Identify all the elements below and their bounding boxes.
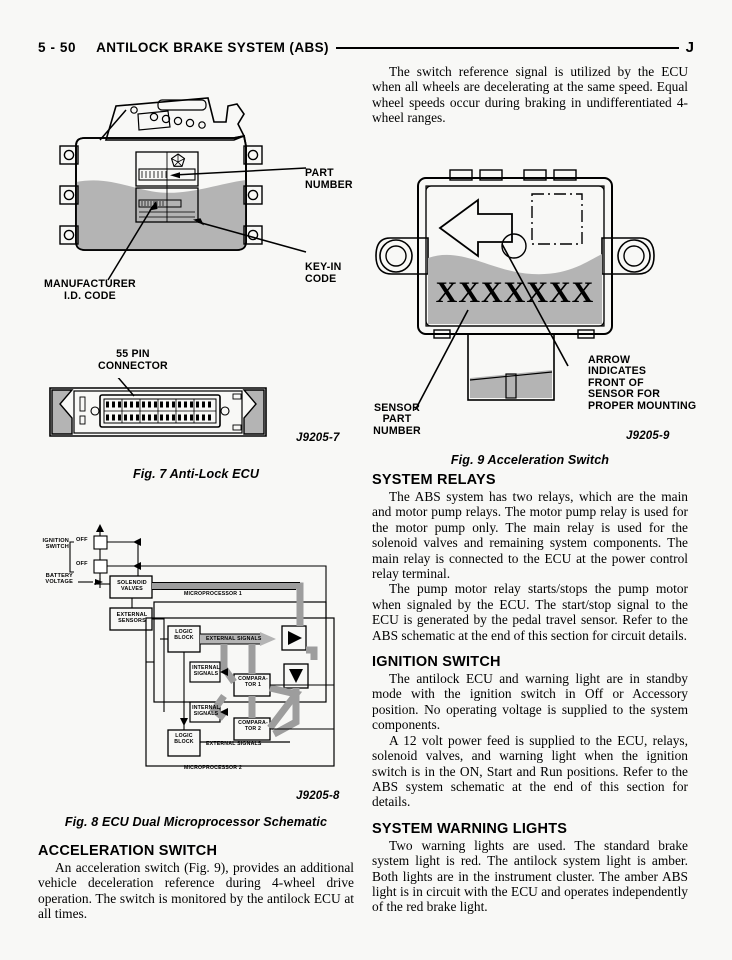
sensor-part-number-line2: PART — [382, 413, 412, 426]
schematic-label-logic-block-2 — [169, 734, 199, 746]
arrow-callout-line2: INDICATES — [588, 365, 647, 378]
callout-arrow-indicates — [588, 355, 696, 412]
intro-paragraph: The switch reference signal is utilized by the ECU when all wheels are decelerating at the same speed. Equal wheel speeds occur during braking in undifferentiated 4-wheel ranges. — [372, 64, 688, 126]
battery-voltage-line2: VOLTAGE — [45, 579, 73, 586]
schematic-label-microprocessor-2: MICROPROCESSOR 2 — [184, 765, 242, 771]
system-relays-paragraph-1: The ABS system has two relays, which are the main and motor pump relays. The motor pump relay is used for the motor pump only. The main relay is used for the solenoid valves and remaining system components. The main relay is connected to the ECU at the power control relay terminal. — [372, 489, 688, 582]
external-sensors-line1: EXTERNAL — [116, 612, 148, 618]
sensor-marking-text: XXXXXXX — [435, 276, 595, 309]
sensor-part-number-line3: NUMBER — [373, 424, 421, 437]
schematic-label-off-2: OFF — [76, 561, 88, 567]
intro-paragraph-block — [372, 64, 688, 126]
callout-part-number-line1: PART — [305, 167, 334, 179]
ignition-switch-line1: IGNITION — [42, 538, 69, 544]
internal-signals-2-line2: SIGNALS — [193, 710, 219, 717]
figure-8-caption: Fig. 8 ECU Dual Microprocessor Schematic — [64, 815, 328, 829]
schematic-label-off-1: OFF — [76, 537, 88, 543]
schematic-label-internal-signals-1 — [192, 666, 220, 678]
system-warning-lights-section — [372, 821, 688, 915]
schematic-label-solenoid-valves — [112, 580, 152, 592]
system-warning-lights-paragraph: Two warning lights are used. The standard brake system light is red. The antilock system light is amber. Both lights are in the instrument cluster. The amber ABS light is in circuit with the ECU and operates independently of the red brake light. — [372, 837, 688, 915]
callout-key-in-code-line2: CODE — [305, 272, 337, 285]
callout-manufacturer-line1: MANUFACTURER — [44, 278, 136, 290]
acceleration-switch-heading: ACCELERATION SWITCH — [38, 843, 218, 859]
callout-manufacturer-id-code — [44, 279, 136, 302]
figure-9-id: J9205-9 — [626, 430, 670, 442]
ignition-switch-paragraph-2: A 12 volt power feed is supplied to the ECU, relays, solenoid valves, and warning light when the ignition switch is in the ON, Start and Run positions. Refer to the ABS system schematic at the end of this section for details. — [372, 732, 688, 810]
logic-block-2-line2: BLOCK — [174, 738, 194, 745]
comparator-2-line1: COMPARA- — [238, 720, 268, 726]
callout-manufacturer-line2: I.D. CODE — [64, 289, 116, 302]
ignition-switch-heading: IGNITION SWITCH — [372, 654, 501, 671]
header-rule — [336, 47, 679, 49]
acceleration-switch-section — [38, 832, 354, 922]
callout-sensor-part-number — [366, 403, 428, 437]
external-sensors-line2: SENSORS — [118, 618, 146, 624]
solenoid-valves-line1: SOLENOID — [117, 580, 147, 586]
system-warning-lights-heading: SYSTEM WARNING LIGHTS — [372, 820, 568, 837]
callout-part-number-line2: NUMBER — [305, 178, 353, 191]
arrow-callout-line3: FRONT OF — [588, 376, 644, 389]
ignition-switch-section — [372, 654, 688, 810]
schematic-label-external-signals-1: EXTERNAL SIGNALS — [206, 636, 262, 642]
logic-block-2-line1: LOGIC — [175, 733, 193, 739]
comparator-2-line2: TOR 2 — [244, 725, 262, 732]
comparator-1-line1: COMPARA- — [238, 676, 268, 682]
schematic-label-logic-block-1 — [169, 630, 199, 642]
system-relays-heading: SYSTEM RELAYS — [372, 472, 496, 488]
page-number: 5 - 50 — [38, 39, 77, 55]
schematic-label-comparator-1 — [236, 677, 270, 689]
header-mark: J — [685, 38, 694, 56]
battery-voltage-line1: BATTERY — [45, 573, 73, 579]
figure-9-caption: Fig. 9 Acceleration Switch — [450, 453, 610, 467]
right-column-text — [372, 472, 688, 915]
arrow-callout-line4: SENSOR FOR — [588, 388, 661, 401]
callout-connector-line1: 55 PIN — [116, 348, 150, 360]
internal-signals-1-line2: SIGNALS — [193, 670, 219, 677]
figure-7-id: J9205-7 — [296, 432, 340, 444]
arrow-callout-line5: PROPER MOUNTING — [588, 399, 697, 412]
callout-key-in-code-line1: KEY-IN — [305, 261, 342, 273]
schematic-label-microprocessor-1: MICROPROCESSOR 1 — [184, 591, 242, 597]
callout-55-pin-connector — [98, 349, 168, 372]
section-title: ANTILOCK BRAKE SYSTEM (ABS) — [96, 39, 329, 55]
system-relays-paragraph-2: The pump motor relay starts/stops the pump motor when signaled by the ECU. The start/stop signal to the ECU is generated by the pedal travel sensor. Refer to the ABS schematic at the end of this section for circuit details. — [372, 581, 688, 643]
system-relays-section — [372, 472, 688, 643]
solenoid-valves-line2: VALVES — [121, 586, 143, 592]
figure-8-id: J9205-8 — [296, 790, 340, 802]
callout-connector-line2: CONNECTOR — [98, 359, 168, 372]
callout-key-in-code — [305, 262, 342, 285]
ignition-switch-paragraph-1: The antilock ECU and warning light are in standby mode with the ignition switch in Off or Accessory position. No operating voltage is supplied to the system components. — [372, 671, 688, 733]
schematic-label-battery-voltage — [41, 573, 73, 585]
internal-signals-1-line1: INTERNAL — [192, 665, 220, 671]
callout-part-number — [305, 168, 353, 191]
ignition-switch-line2: SWITCH — [45, 544, 69, 551]
schematic-label-external-sensors — [112, 612, 152, 624]
schematic-label-external-signals-2: EXTERNAL SIGNALS — [206, 741, 262, 747]
sensor-part-number-line1: SENSOR — [374, 402, 420, 414]
schematic-label-internal-signals-2 — [192, 706, 220, 718]
schematic-label-ignition-switch — [41, 538, 69, 550]
comparator-1-line2: TOR 1 — [244, 681, 262, 688]
schematic-label-comparator-2 — [236, 721, 270, 733]
internal-signals-2-line1: INTERNAL — [192, 705, 220, 711]
running-head — [38, 36, 694, 58]
figure-7-caption: Fig. 7 Anti-Lock ECU — [132, 467, 260, 481]
acceleration-switch-paragraph: An acceleration switch (Fig. 9), provides an additional vehicle deceleration reference during 4-wheel drive operation. The switch is monitored by the antilock ECU at all times. — [38, 860, 354, 922]
logic-block-1-line2: BLOCK — [174, 634, 194, 641]
arrow-callout-line1: ARROW — [588, 354, 631, 366]
logic-block-1-line1: LOGIC — [175, 629, 193, 635]
